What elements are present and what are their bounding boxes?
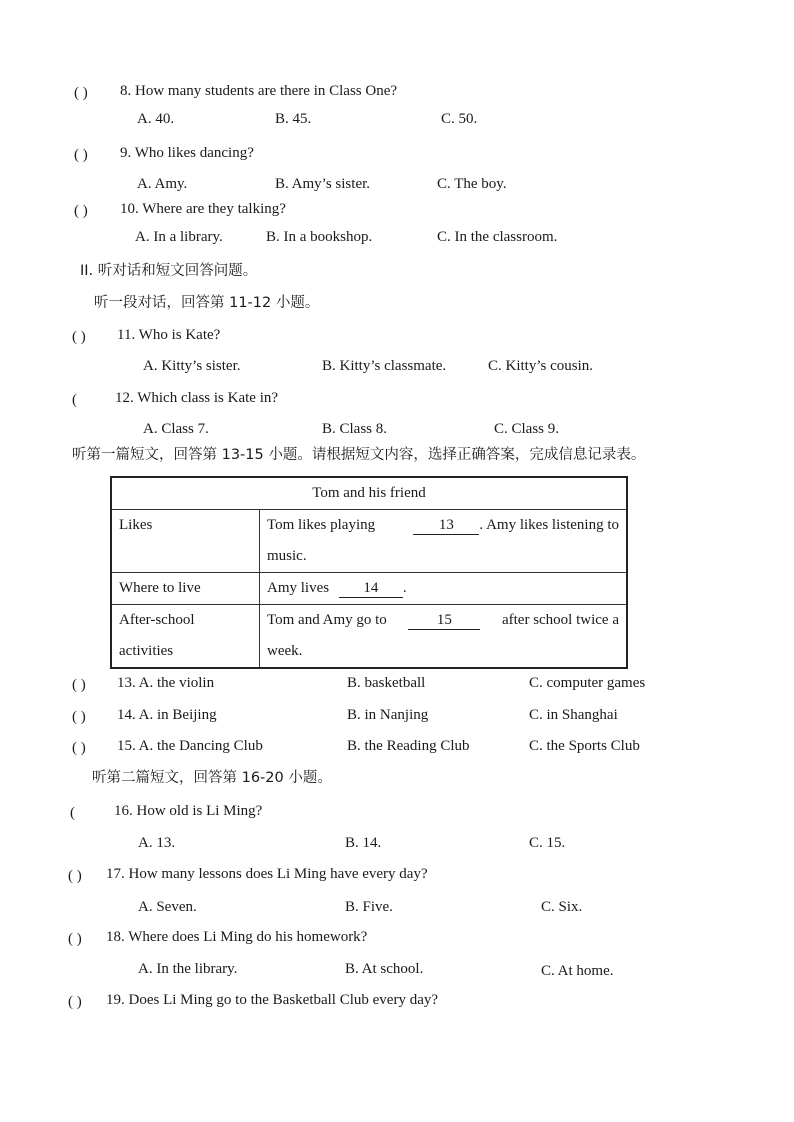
question-9-option-c: C. The boy.: [437, 176, 507, 192]
question-8-option-a: A. 40.: [137, 111, 175, 127]
answer-paren[interactable]: ( ): [68, 994, 82, 1010]
question-18-stem: 18. Where does Li Ming do his homework?: [106, 929, 368, 945]
question-8-stem: 8. How many students are there in Class One?: [120, 83, 398, 99]
table-cell-line: [267, 605, 619, 636]
question-15-option-c: C. the Sports Club: [529, 738, 640, 754]
question-17-option-a: A. Seven.: [138, 899, 197, 915]
question-18-option-a: A. In the library.: [138, 961, 238, 977]
question-16-option-c: C. 15.: [529, 835, 566, 851]
answer-paren[interactable]: (: [72, 392, 77, 408]
answer-blank-14[interactable]: 14: [339, 579, 403, 598]
answer-paren[interactable]: ( ): [72, 709, 86, 725]
table-text: .: [402, 580, 407, 596]
question-13-stem: 13. A. the violin: [117, 675, 215, 691]
table-text: Tom and Amy go to: [267, 612, 387, 628]
table-label-after-school: [111, 605, 260, 669]
answer-paren[interactable]: ( ): [72, 740, 86, 756]
table-text: music.: [267, 548, 307, 564]
question-8-option-b: B. 45.: [275, 111, 312, 127]
question-11-stem: 11. Who is Kate?: [117, 327, 221, 343]
question-14-stem: 14. A. in Beijing: [117, 707, 217, 723]
table-cell-line: [267, 510, 619, 541]
question-16-option-a: A. 13.: [138, 835, 176, 851]
question-16-option-b: B. 14.: [345, 835, 382, 851]
question-18-option-c: C. At home.: [541, 963, 614, 979]
table-text: after school twice a: [501, 612, 619, 628]
question-10-option-b: B. In a bookshop.: [266, 229, 373, 245]
table-cell-where-to-live: [260, 573, 628, 605]
answer-paren[interactable]: ( ): [72, 677, 86, 693]
question-13-option-c: C. computer games: [529, 675, 646, 691]
table-title: Tom and his friend: [111, 477, 627, 510]
question-9-option-a: A. Amy.: [137, 176, 188, 192]
question-16-stem: 16. How old is Li Ming?: [114, 803, 263, 819]
table-text: Tom likes playing: [267, 517, 376, 533]
question-10-stem: 10. Where are they talking?: [120, 201, 286, 217]
question-12-option-a: A. Class 7.: [143, 421, 209, 437]
question-15-option-b: B. the Reading Club: [347, 738, 470, 754]
answer-paren[interactable]: (: [70, 805, 75, 821]
answer-paren[interactable]: ( ): [68, 931, 82, 947]
question-11-option-c: C. Kitty’s cousin.: [488, 358, 594, 374]
question-15-stem: 15. A. the Dancing Club: [117, 738, 263, 754]
question-14-option-c: C. in Shanghai: [529, 707, 618, 723]
table-text: activities: [119, 643, 174, 659]
question-9-option-b: B. Amy’s sister.: [275, 176, 371, 192]
table-cell-after-school: [260, 605, 628, 669]
table-text: week.: [267, 643, 303, 659]
question-11-option-b: B. Kitty’s classmate.: [322, 358, 447, 374]
question-12-option-c: C. Class 9.: [494, 421, 560, 437]
question-17-stem: 17. How many lessons does Li Ming have every day?: [106, 866, 428, 882]
question-19-stem: 19. Does Li Ming go to the Basketball Club every day?: [106, 992, 439, 1008]
question-17-option-c: C. Six.: [541, 899, 583, 915]
table-cell-likes: [260, 510, 628, 573]
question-18-option-b: B. At school.: [345, 961, 424, 977]
question-11-option-a: A. Kitty’s sister.: [143, 358, 241, 374]
dialog-instruction: 听一段对话，回答第 11-12 小题。: [94, 295, 320, 311]
question-12-option-b: B. Class 8.: [322, 421, 388, 437]
table-text: . Amy likes listening to: [479, 517, 619, 533]
table-text: After-school: [119, 612, 195, 628]
question-9-stem: 9. Who likes dancing?: [120, 145, 254, 161]
table-label-likes: Likes: [111, 510, 260, 573]
section-2-title: II. 听对话和短文回答问题。: [80, 263, 258, 279]
answer-paren[interactable]: ( ): [74, 85, 88, 101]
passage-1-instruction: 听第一篇短文，回答第 13-15 小题。请根据短文内容，选择正确答案，完成信息记录表。: [72, 447, 646, 463]
answer-blank-15[interactable]: 15: [408, 611, 480, 630]
question-14-option-b: B. in Nanjing: [347, 707, 429, 723]
question-10-option-c: C. In the classroom.: [437, 229, 558, 245]
question-8-option-c: C. 50.: [441, 111, 478, 127]
answer-paren[interactable]: ( ): [74, 147, 88, 163]
question-12-stem: 12. Which class is Kate in?: [115, 390, 279, 406]
table-text: Amy lives: [267, 580, 330, 596]
question-10-option-a: A. In a library.: [135, 229, 223, 245]
answer-paren[interactable]: ( ): [68, 868, 82, 884]
question-13-option-b: B. basketball: [347, 675, 426, 691]
answer-paren[interactable]: ( ): [72, 329, 86, 345]
info-record-table: [110, 476, 628, 669]
passage-2-instruction: 听第二篇短文，回答第 16-20 小题。: [92, 770, 332, 786]
answer-paren[interactable]: ( ): [74, 203, 88, 219]
answer-blank-13[interactable]: 13: [413, 516, 479, 535]
question-17-option-b: B. Five.: [345, 899, 393, 915]
table-label-where-to-live: Where to live: [111, 573, 260, 605]
